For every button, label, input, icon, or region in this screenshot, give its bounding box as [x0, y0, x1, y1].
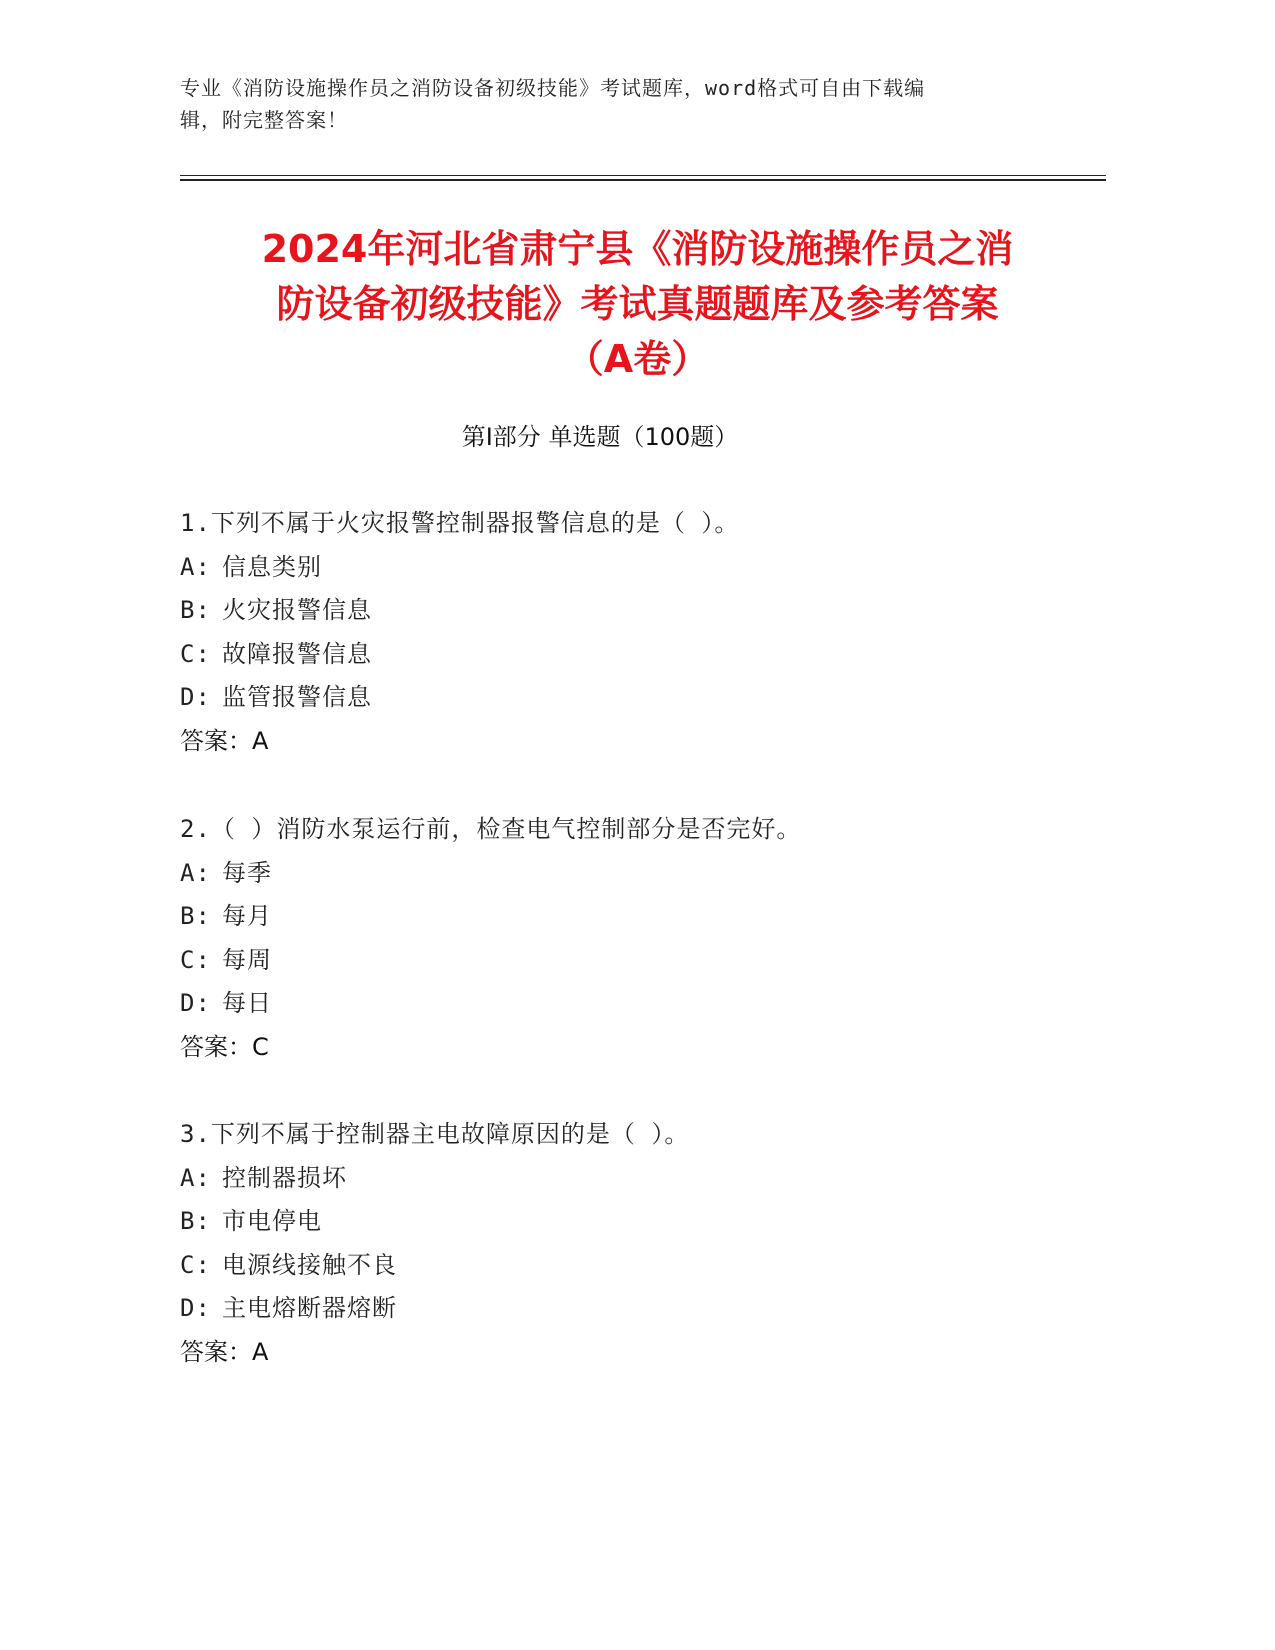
option-a — [180, 852, 1120, 896]
option-b — [180, 1200, 1120, 1244]
option-letter: C: — [180, 945, 211, 974]
option-d — [180, 676, 1120, 720]
question-stem: 2.（ ）消防水泵运行前，检查电气控制部分是否完好。 — [180, 815, 802, 843]
document-title-line-3: （A卷） — [565, 337, 710, 381]
header-note — [180, 72, 1040, 136]
option-d — [180, 982, 1120, 1026]
option-text: 每月 — [222, 902, 272, 931]
option-c — [180, 1244, 1120, 1288]
option-d — [180, 1287, 1120, 1331]
document-title-line-1: 2024年河北省肃宁县《消防设施操作员之消 — [261, 227, 1014, 271]
option-text: 市电停电 — [222, 1207, 322, 1236]
document-title — [150, 222, 1125, 387]
section-heading: 第Ⅰ部分 单选题（100题） — [461, 423, 739, 451]
option-c — [180, 939, 1120, 983]
header-note-line-2: 辑，附完整答案！ — [180, 108, 348, 132]
option-text: 火灾报警信息 — [222, 596, 372, 625]
option-letter: A: — [180, 552, 211, 581]
answer-line: 答案：A — [180, 726, 269, 755]
option-letter: A: — [180, 1163, 211, 1192]
header-divider — [180, 175, 1106, 181]
option-letter: D: — [180, 989, 211, 1018]
option-b — [180, 895, 1120, 939]
option-a — [180, 546, 1120, 590]
option-text: 电源线接触不良 — [222, 1250, 397, 1279]
question-block — [180, 808, 1120, 1070]
option-letter: D: — [180, 683, 211, 712]
option-text: 每日 — [222, 989, 272, 1018]
option-letter: D: — [180, 1294, 211, 1323]
option-text: 每季 — [222, 858, 272, 887]
header-note-line-1: 专业《消防设施操作员之消防设备初级技能》考试题库，word格式可自由下载编 — [180, 76, 926, 100]
answer-line: 答案：C — [180, 1032, 269, 1061]
option-text: 故障报警信息 — [222, 639, 372, 668]
question-stem: 1.下列不属于火灾报警控制器报警信息的是（ ）。 — [180, 509, 740, 537]
option-letter: B: — [180, 1207, 211, 1236]
option-letter: C: — [180, 1250, 211, 1279]
option-letter: B: — [180, 596, 211, 625]
option-text: 控制器损坏 — [222, 1163, 347, 1192]
option-letter: A: — [180, 858, 211, 887]
option-a — [180, 1157, 1120, 1201]
question-stem: 3.下列不属于控制器主电故障原因的是（ ）。 — [180, 1120, 690, 1148]
option-letter: C: — [180, 639, 211, 668]
option-text: 信息类别 — [222, 552, 322, 581]
option-text: 每周 — [222, 945, 272, 974]
option-b — [180, 589, 1120, 633]
option-text: 监管报警信息 — [222, 683, 372, 712]
option-letter: B: — [180, 902, 211, 931]
answer-line: 答案：A — [180, 1337, 269, 1366]
option-text: 主电熔断器熔断 — [222, 1294, 397, 1323]
option-c — [180, 633, 1120, 677]
question-block — [180, 1113, 1120, 1375]
question-block — [180, 502, 1120, 764]
document-title-line-2: 防设备初级技能》考试真题题库及参考答案 — [276, 282, 999, 326]
